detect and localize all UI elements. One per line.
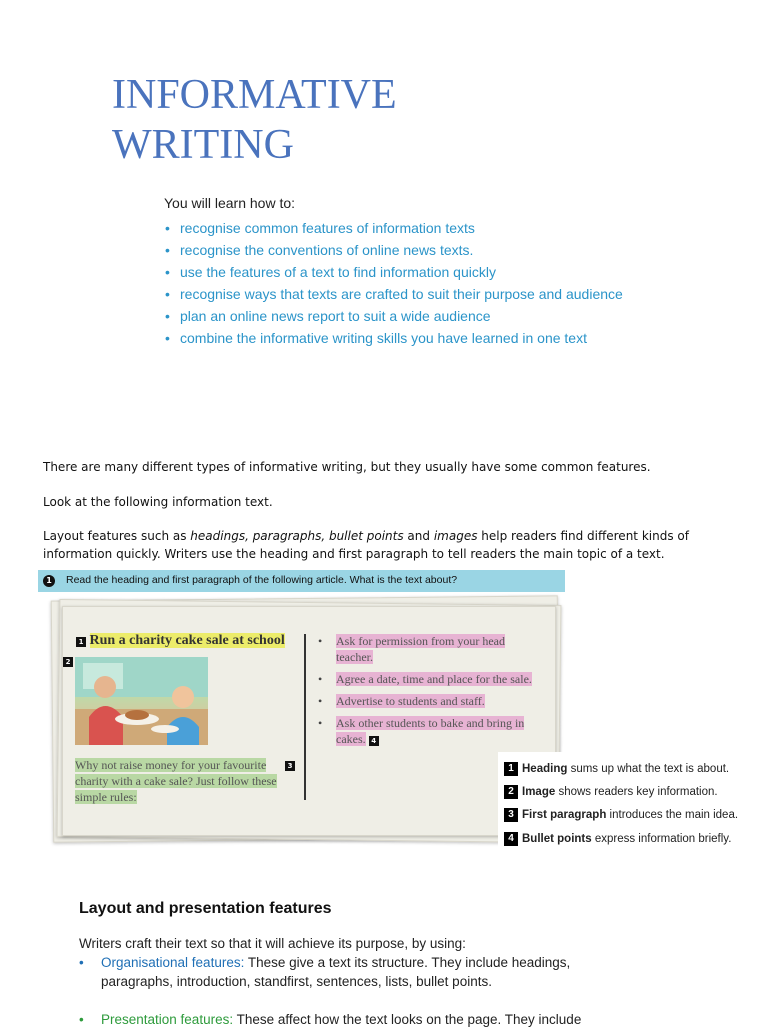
article-bullet xyxy=(316,671,536,687)
key-row-heading xyxy=(504,762,729,778)
pres-label: Presentation features: xyxy=(101,1012,234,1027)
key-description: shows readers key information. xyxy=(555,786,718,799)
article-bullet xyxy=(316,715,536,747)
organisational-features-text xyxy=(79,953,639,991)
p3-italic-images: images xyxy=(433,529,478,543)
presentation-features-item xyxy=(79,1010,639,1029)
key-term: Heading xyxy=(522,763,568,776)
key-number: 4 xyxy=(504,832,518,846)
article-bullet-list xyxy=(316,633,536,753)
objective-item: • recognise ways that texts are crafted to suit their purpose and audience xyxy=(164,284,623,306)
article-photo xyxy=(75,657,208,745)
key-term: First paragraph xyxy=(522,809,607,822)
task-number-badge: 1 xyxy=(43,575,55,587)
section-heading: Layout and presentation features xyxy=(79,900,332,917)
key-description: introduces the main idea. xyxy=(606,809,739,822)
p3-post: help readers find different kinds of information quickly. Writers use the heading and first paragraph to tell readers the main topic of a text. xyxy=(43,529,689,561)
first-paragraph-text: Why not raise money for your favourite charity with a cake sale? Just follow these simple rules: xyxy=(75,758,277,804)
key-description: express information briefly. xyxy=(591,833,732,846)
marker-3: 3 xyxy=(285,761,295,771)
key-row-bullet-points xyxy=(504,832,731,848)
bullet-text: Agree a date, time and place for the sale. xyxy=(336,672,532,686)
page-title xyxy=(112,70,397,170)
key-row-image xyxy=(504,785,718,801)
intro-paragraph-2: Look at the following information text. xyxy=(43,495,273,509)
presentation-features-text xyxy=(79,1010,639,1029)
key-row-first-paragraph xyxy=(504,808,738,824)
organisational-features-item xyxy=(79,953,639,991)
cake-sale-illustration xyxy=(75,657,208,745)
objective-item: • plan an online news report to suit a wide audience xyxy=(164,306,623,328)
article-bullet xyxy=(316,633,536,665)
objective-item: • use the features of a text to find information quickly xyxy=(164,262,623,284)
bullet-text: Ask for permission from your head teacher. xyxy=(336,634,505,664)
bullet-dot: • xyxy=(79,955,84,970)
marker-1: 1 xyxy=(76,637,86,647)
task-instruction-bar xyxy=(38,570,565,592)
bullet-dot: • xyxy=(79,1012,84,1027)
key-number: 2 xyxy=(504,785,518,799)
p3-italic-features: headings, paragraphs, bullet points xyxy=(190,529,404,543)
org-label: Organisational features: xyxy=(101,955,245,970)
section-intro: Writers craft their text so that it will achieve its purpose, by using: xyxy=(79,936,466,951)
pres-description: These affect how the text looks on the page. They include xyxy=(233,1012,582,1027)
title-line-1: INFORMATIVE xyxy=(112,72,397,118)
article-bullet xyxy=(316,693,536,709)
feature-key xyxy=(498,752,758,852)
task-instruction-text: Read the heading and first paragraph of the following article. What is the text about? xyxy=(66,574,458,586)
org-description: These give a text its structure. They include headings, paragraphs, introduction, standfirst, sentences, lists, bullet points. xyxy=(101,955,571,989)
learning-objectives-list xyxy=(164,218,623,350)
key-number: 3 xyxy=(504,808,518,822)
column-divider xyxy=(304,634,306,800)
intro-paragraph-1: There are many different types of informative writing, but they usually have some common features. xyxy=(43,460,651,474)
p3-and: and xyxy=(403,529,434,543)
objective-item: • recognise common features of information texts xyxy=(164,218,623,240)
marker-2: 2 xyxy=(63,657,73,667)
p3-pre: Layout features such as xyxy=(43,529,191,543)
key-term: Bullet points xyxy=(522,833,592,846)
objective-item: • combine the informative writing skills you have learned in one text xyxy=(164,328,623,350)
marker-4: 4 xyxy=(369,736,379,746)
key-number: 1 xyxy=(504,762,518,776)
learning-objectives-heading: You will learn how to: xyxy=(164,195,296,211)
article-heading-text: Run a charity cake sale at school xyxy=(89,633,285,648)
objective-item: • recognise the conventions of online news texts. xyxy=(164,240,623,262)
article-first-paragraph xyxy=(75,757,297,805)
key-description: sums up what the text is about. xyxy=(567,763,730,776)
bullet-text: Ask other students to bake and bring in cakes. xyxy=(336,716,525,746)
key-term: Image xyxy=(522,786,556,799)
article-heading xyxy=(76,633,285,649)
intro-paragraph-3 xyxy=(43,527,743,563)
bullet-text: Advertise to students and staff. xyxy=(336,694,485,708)
title-line-2: WRITING xyxy=(112,122,294,168)
